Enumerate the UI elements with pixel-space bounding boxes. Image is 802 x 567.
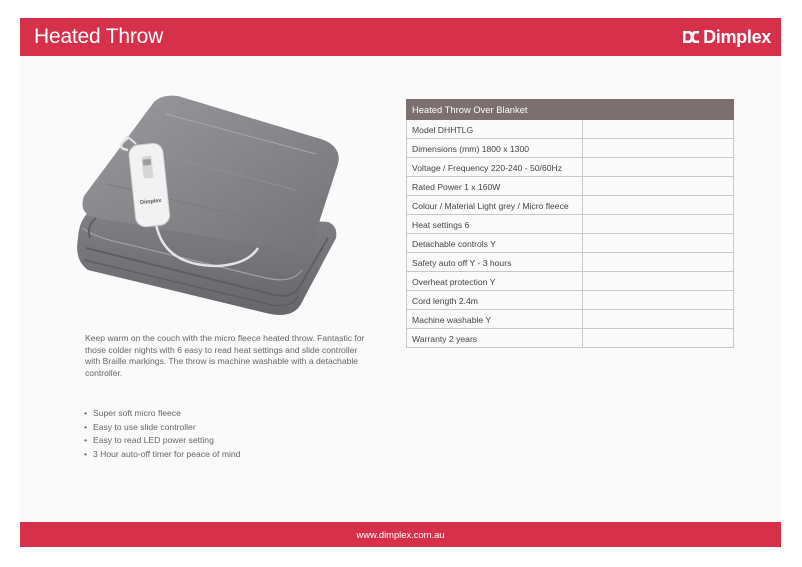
spec-cell: Dimensions (mm) 1800 x 1300	[412, 144, 530, 154]
spec-table	[406, 99, 734, 348]
table-row	[407, 272, 734, 291]
table-row	[407, 310, 734, 329]
table-row	[407, 329, 734, 348]
table-row	[407, 177, 734, 196]
spec-cell: Detachable controls Y	[412, 239, 496, 249]
list-item: • Super soft micro fleece	[84, 407, 240, 421]
table-row	[407, 234, 734, 253]
spec-cell: Colour / Material Light grey / Micro fleece	[412, 201, 569, 211]
website-link[interactable]: www.dimplex.com.au	[356, 529, 445, 540]
brand-logo	[682, 27, 771, 47]
list-item: • Easy to use slide controller	[84, 421, 240, 435]
bullet-icon: •	[84, 448, 88, 459]
spec-cell: Voltage / Frequency 220-240 - 50/60Hz	[412, 163, 563, 173]
bullet-icon: •	[84, 408, 88, 418]
page-title: Heated Throw	[34, 25, 164, 48]
dimplex-logo-icon	[682, 29, 700, 45]
header-bar	[20, 18, 781, 56]
product-description: Keep warm on the couch with the micro fleece heated throw. Fantastic for those colder nights with 6 easy to read heat settings and slide controller with Braille markings. The throw is machine washable with a detachable controller.	[85, 333, 365, 378]
spec-cell: Rated Power 1 x 160W	[412, 182, 501, 192]
feature-list	[84, 407, 240, 461]
spec-cell: Safety auto off Y - 3 hours	[412, 258, 512, 268]
table-row	[407, 215, 734, 234]
table-row	[407, 253, 734, 272]
list-item: • Easy to read LED power setting	[84, 434, 240, 448]
spec-cell: Cord length 2.4m	[412, 296, 478, 306]
spec-cell: Machine washable Y	[412, 315, 492, 325]
table-row	[407, 291, 734, 310]
brand-name: Dimplex	[703, 26, 771, 47]
spec-table-heading: Heated Throw Over Blanket	[407, 100, 734, 120]
spec-cell: Model DHHTLG	[412, 125, 474, 135]
product-image	[66, 88, 346, 328]
table-row	[407, 196, 734, 215]
table-row	[407, 120, 734, 139]
spec-cell: Heat settings 6	[412, 220, 470, 230]
bullet-icon: •	[84, 435, 88, 446]
table-row	[407, 139, 734, 158]
bullet-icon: •	[84, 421, 88, 432]
controller-brand-label: Dimplex	[139, 197, 162, 207]
spec-cell: Overheat protection Y	[412, 277, 496, 287]
table-row	[407, 158, 734, 177]
spec-cell: Warranty 2 years	[412, 334, 478, 344]
footer-bar	[20, 522, 781, 547]
list-item: • 3 Hour auto-off timer for peace of mind	[84, 448, 240, 462]
